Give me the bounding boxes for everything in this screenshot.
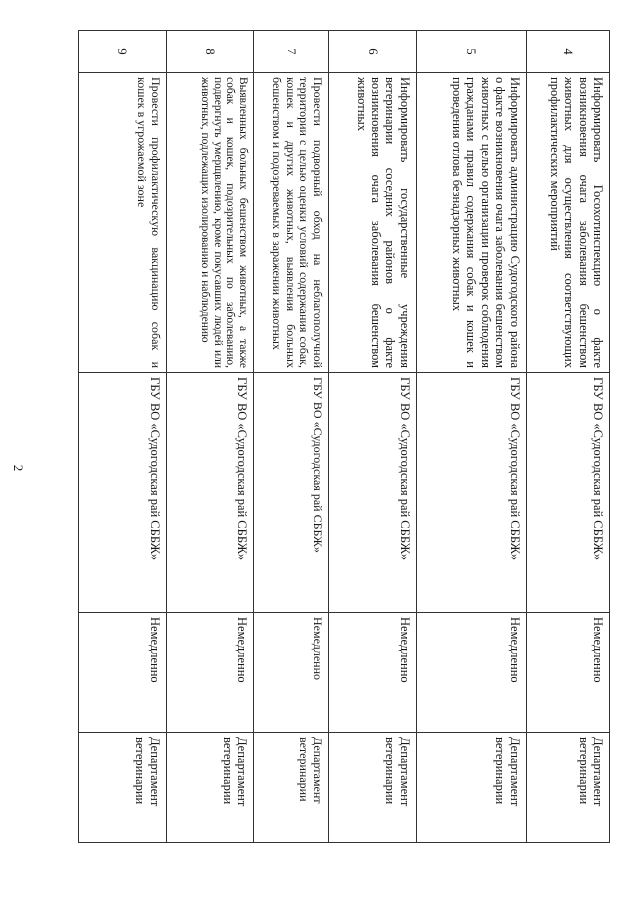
action-cell: Выявленных больных бешенством животных, а также собак и кошек, подозрительных по заболеванию, подвергнуть умерщвлению, кроме покусавших людей или животных, подлежащих изолированию и наблюдению bbox=[166, 73, 253, 373]
row-number: 4 bbox=[526, 31, 609, 73]
executor-cell: ГБУ ВО «Судогодская рай СББЖ» bbox=[254, 373, 329, 613]
executor-cell: ГБУ ВО «Судогодская рай СББЖ» bbox=[329, 373, 416, 613]
responsible-cell: Департамент ветеринарии bbox=[416, 733, 526, 843]
term-cell: Немедленно bbox=[329, 613, 416, 733]
action-cell: Информировать Госохотинспекцию о факте возникновения очага заболевания бешенством животных для осуществления соответствующих профилактических мероприятий bbox=[526, 73, 609, 373]
executor-cell: ГБУ ВО «Судогодская рай СББЖ» bbox=[79, 373, 167, 613]
responsible-cell: Департамент ветеринарии bbox=[79, 733, 167, 843]
responsible-cell: Департамент ветеринарии bbox=[526, 733, 609, 843]
executor-cell: ГБУ ВО «Судогодская рай СББЖ» bbox=[526, 373, 609, 613]
executor-cell: ГБУ ВО «Судогодская рай СББЖ» bbox=[166, 373, 253, 613]
table-row bbox=[79, 31, 167, 843]
row-number: 7 bbox=[254, 31, 329, 73]
table-row bbox=[526, 31, 609, 843]
action-cell: Информировать государственные учреждения ветеринарии соседних районов о факте возникновения очага заболевания бешенством животных bbox=[329, 73, 416, 373]
term-cell: Немедленно bbox=[254, 613, 329, 733]
measures-table bbox=[78, 30, 610, 843]
action-cell: Провести профилактическую вакцинацию собак и кошек в угрожаемой зоне bbox=[79, 73, 167, 373]
table-row bbox=[416, 31, 526, 843]
action-cell: Информировать администрацию Судогодского района о факте возникновения очага заболевания бешенством животных с целью организации проверок соблюдения гражданами правил содержания собак и кошек и проведения отлова безнадзорных животных bbox=[416, 73, 526, 373]
row-number: 6 bbox=[329, 31, 416, 73]
responsible-cell: Департамент ветеринарии bbox=[166, 733, 253, 843]
row-number: 8 bbox=[166, 31, 253, 73]
responsible-cell: Департамент ветеринарии bbox=[254, 733, 329, 843]
table-row bbox=[254, 31, 329, 843]
row-number: 5 bbox=[416, 31, 526, 73]
term-cell: Немедленно bbox=[166, 613, 253, 733]
table-row bbox=[166, 31, 253, 843]
responsible-cell: Департамент ветеринарии bbox=[329, 733, 416, 843]
page-number: 2 bbox=[11, 464, 26, 472]
row-number: 9 bbox=[79, 31, 167, 73]
executor-cell: ГБУ ВО «Судогодская рай СББЖ» bbox=[416, 373, 526, 613]
term-cell: Немедленно bbox=[526, 613, 609, 733]
term-cell: Немедленно bbox=[416, 613, 526, 733]
table-row bbox=[329, 31, 416, 843]
term-cell: Немедленно bbox=[79, 613, 167, 733]
rotated-table-container bbox=[78, 30, 610, 842]
action-cell: Провести подворный обход на неблагополучной территории с целью оценки условий содержания собак, кошек и других животных, выявления больных бешенством и подозреваемых в заражении животных bbox=[254, 73, 329, 373]
